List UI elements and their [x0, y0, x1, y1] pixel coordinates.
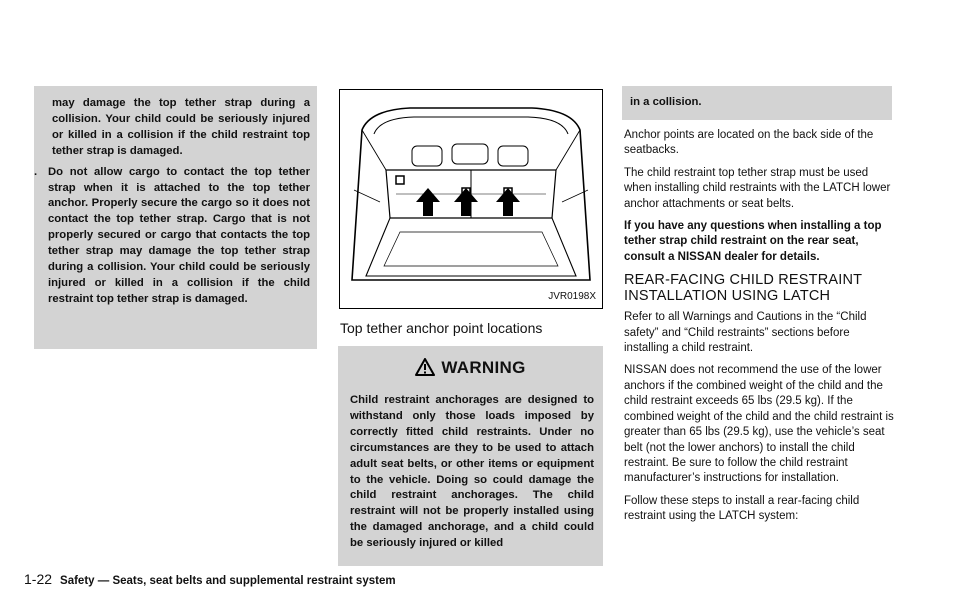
figure-caption: Top tether anchor point locations — [340, 320, 543, 336]
paragraph-refer-warnings: Refer to all Warnings and Cautions in the “Child safety” and “Child restraints” sections before installing a child restraint. — [624, 311, 867, 355]
cargo-area-figure — [339, 89, 603, 309]
figure-code: JVR0198X — [548, 291, 596, 302]
warning-body: Child restraint anchorages are designed to withstand only those loads imposed by correctly fitted child restraints. Under no circumstances are they to be used to attach adult seat belts, or other items or equipment to the vehicle. Doing so could damage the child restraint anchorages. The child restraint will not be properly installed using the damaged anchorage, and a child could be seriously injured or killed — [350, 394, 594, 550]
paragraph-tether-required: The child restraint top tether strap must be used when installing child restraints with the LATCH lower anchor attachments or seat belts. — [624, 166, 891, 210]
paragraph-steps-intro: Follow these steps to install a rear-facing child restraint using the LATCH system: — [624, 494, 860, 523]
paragraph-weight-limit: NISSAN does not recommend the use of the lower anchors if the combined weight of the child and the child restraint exceeds 65 lbs (29.5 kg). If the combined weight of the child and the child restraint is greater than 65 lbs (29.5 kg), use the vehicle’s seat belt (not the lower anchors) to install the child restraint. Be sure to follow the child restraint manufacturer’s instructions for installation. — [624, 364, 894, 485]
footer-section-title: Safety — Seats, seat belts and supplemental restraint system — [60, 575, 396, 587]
paragraph-anchor-location: Anchor points are located on the back side of the seatbacks. — [624, 129, 874, 157]
page-number: 1-22 — [24, 571, 53, 587]
right-column — [624, 128, 894, 532]
warning-heading — [338, 358, 603, 378]
left-warning-paragraph: may damage the top tether strap during a collision. Your child could be seriously injured or killed in a collision if the child restraint top tether strap is damaged. — [52, 97, 310, 157]
bullet-marker: . — [34, 165, 38, 178]
warning-triangle-icon — [415, 358, 435, 376]
left-warning-bullet — [34, 165, 310, 308]
page-footer — [24, 571, 396, 587]
bullet-text: Do not allow cargo to contact the top tether strap when it is attached to the top tether anchor. Properly secure the cargo so it does not contact the top tether strap. Cargo that is not properly secured or cargo that contacts the top tether strap may damage the top tether strap during a collision. Your child could be seriously injured or killed in a collision if the child restraint top tether strap is damaged. — [48, 165, 310, 305]
paragraph-dealer-contact: If you have any questions when installing a top tether strap child restraint on the rear seat, consult a NISSAN dealer for details. — [624, 220, 882, 263]
cargo-area-illustration — [340, 90, 602, 308]
warning-heading-text: WARNING — [441, 358, 526, 377]
section-heading: REAR-FACING CHILD RESTRAINT INSTALLATION USING LATCH — [624, 272, 862, 305]
warning-continuation: in a collision. — [630, 96, 702, 108]
left-warning-text — [34, 96, 310, 308]
